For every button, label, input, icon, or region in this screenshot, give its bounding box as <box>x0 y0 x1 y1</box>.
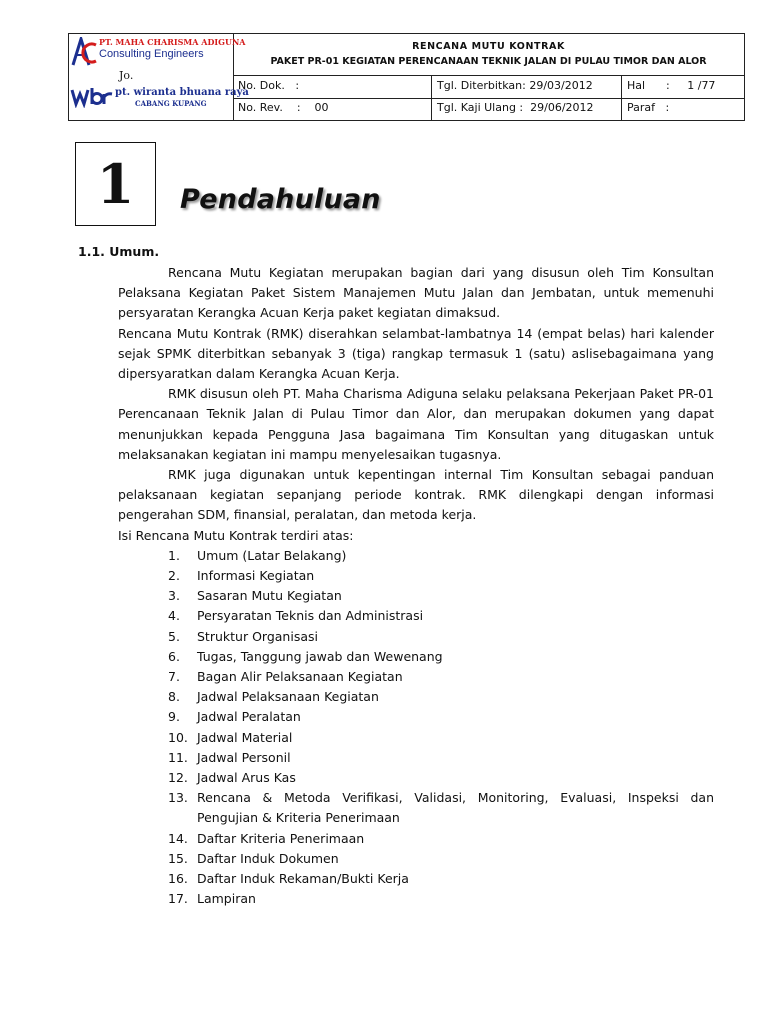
list-item-text: Daftar Induk Dokumen <box>197 850 339 866</box>
list-item-text: Jadwal Peralatan <box>197 709 301 725</box>
header-title: RENCANA MUTU KONTRAK <box>412 41 565 52</box>
list-item <box>118 667 714 687</box>
wbr-logo-icon <box>70 86 114 108</box>
list-item-number: 1. <box>168 547 180 563</box>
list-item-number: 11. <box>168 749 188 765</box>
list-item <box>118 849 714 869</box>
list-item <box>118 869 714 889</box>
company2-branch: CABANG KUPANG <box>135 99 207 108</box>
list-item-text: Informasi Kegiatan <box>197 568 315 584</box>
review-date: Tgl. Kaji Ulang : 29/06/2012 <box>432 98 622 120</box>
section-body <box>118 263 714 910</box>
list-item-text: Umum (Latar Belakang) <box>197 547 347 563</box>
paragraph: Rencana Mutu Kontrak (RMK) diserahkan selambat-lambatnya 14 (empat belas) hari kalender sejak SPMK diterbitkan sebanyak 3 (tiga) rangkap termasuk 1 (satu) aslisebagaimana yang dipersyaratkan dalam Kerangka Acuan Kerja. <box>118 325 714 382</box>
list-item-number: 10. <box>168 729 188 745</box>
list-item-number: 16. <box>168 871 188 887</box>
list-intro: Isi Rencana Mutu Kontrak terdiri atas: <box>118 527 354 543</box>
list-item-number: 14. <box>168 830 188 846</box>
chapter-title: Pendahuluan <box>180 184 381 215</box>
list-item-text: Tugas, Tanggung jawab dan Wewenang <box>197 648 443 664</box>
list-item-number: 13. <box>168 790 188 806</box>
paragraph: RMK disusun oleh PT. Maha Charisma Adiguna selaku pelaksana Pekerjaan Paket PR-01 Perencanaan Teknik Jalan di Pulau Timor dan Alor, dan merupakan dokumen yang dapat menunjukkan kepada Pengguna Jasa bagaimana Tim Konsultan yang ditugaskan untuk melaksanakan kegiatan ini mampu menyelesaikan tugasnya. <box>118 386 714 462</box>
paragraph: Rencana Mutu Kegiatan merupakan bagian dari yang disusun oleh Tim Konsultan Pelaksana Kegiatan Paket Sistem Manajemen Mutu Jalan dan Jembatan, untuk memenuhi persyaratan Kerangka Acuan Kerja paket kegiatan dimaksud. <box>118 265 714 321</box>
list-item-text: Rencana & Metoda Verifikasi, Validasi, Monitoring, Evaluasi, Inspeksi dan Pengujian & Kriteria Penerimaan <box>197 790 714 826</box>
list-item <box>118 566 714 586</box>
list-item-number: 4. <box>168 608 180 624</box>
document-header <box>68 33 745 121</box>
list-item-text: Jadwal Arus Kas <box>197 770 296 786</box>
list-item-number: 17. <box>168 891 188 907</box>
list-item-number: 15. <box>168 850 188 866</box>
paragraph: RMK juga digunakan untuk kepentingan internal Tim Konsultan sebagai panduan pelaksanaan kegiatan sepanjang periode kontrak. RMK dilengkapi dengan informasi pengerahan SDM, finansial, peralatan, dan metoda kerja. <box>118 467 714 523</box>
revision-number: No. Rev. : 00 <box>233 98 432 120</box>
issue-date: Tgl. Diterbitkan: 29/03/2012 <box>432 76 622 98</box>
header-title-cell <box>233 34 744 76</box>
list-item-text: Daftar Kriteria Penerimaan <box>197 830 365 846</box>
list-item <box>118 707 714 727</box>
list-item-number: 9. <box>168 709 180 725</box>
company2-name: pt. wiranta bhuana raya <box>115 87 249 98</box>
header-subtitle: PAKET PR-01 KEGIATAN PERENCANAAN TEKNIK JALAN DI PULAU TIMOR DAN ALOR <box>270 56 707 67</box>
list-item <box>118 748 714 768</box>
list-item <box>118 829 714 849</box>
logo-cell <box>69 34 249 120</box>
doc-number: No. Dok. : <box>233 76 432 98</box>
header-row-2 <box>233 98 744 120</box>
list-item <box>118 788 714 828</box>
section-heading: 1.1. Umum. <box>78 244 160 259</box>
list-item-text: Jadwal Pelaksanaan Kegiatan <box>197 689 379 705</box>
list-item <box>118 586 714 606</box>
list-item-number: 8. <box>168 689 180 705</box>
list-item-text: Jadwal Personil <box>197 749 291 765</box>
list-item-number: 3. <box>168 588 180 604</box>
list-item <box>118 606 714 626</box>
list-item-text: Daftar Induk Rekaman/Bukti Kerja <box>197 871 409 887</box>
list-item-text: Lampiran <box>197 891 256 907</box>
joint-operation-label: Jo. <box>119 69 134 82</box>
list-item <box>118 687 714 707</box>
list-item <box>118 647 714 667</box>
list-item <box>118 546 714 566</box>
list-item-number: 6. <box>168 648 180 664</box>
list-item-text: Struktur Organisasi <box>197 628 318 644</box>
company1-name: PT. MAHA CHARISMA ADIGUNA <box>99 37 246 47</box>
list-item <box>118 728 714 748</box>
list-item <box>118 889 714 909</box>
list-item-text: Persyaratan Teknis dan Administrasi <box>197 608 424 624</box>
list-item-number: 7. <box>168 669 180 685</box>
company1-subtitle: Consulting Engineers <box>99 48 204 60</box>
list-item-number: 5. <box>168 628 180 644</box>
contents-list <box>118 546 714 910</box>
list-item-text: Bagan Alir Pelaksanaan Kegiatan <box>197 669 403 685</box>
header-row-1 <box>233 76 744 99</box>
list-item-number: 2. <box>168 568 180 584</box>
paraf-field: Paraf : <box>627 101 670 114</box>
mca-logo-icon <box>71 37 97 67</box>
list-item <box>118 627 714 647</box>
list-item-text: Sasaran Mutu Kegiatan <box>197 588 342 604</box>
list-item <box>118 768 714 788</box>
list-item-text: Jadwal Material <box>197 729 293 745</box>
page-number: Hal : 1 /77 <box>627 79 716 92</box>
list-item-number: 12. <box>168 770 188 786</box>
chapter-number: 1 <box>75 142 156 226</box>
